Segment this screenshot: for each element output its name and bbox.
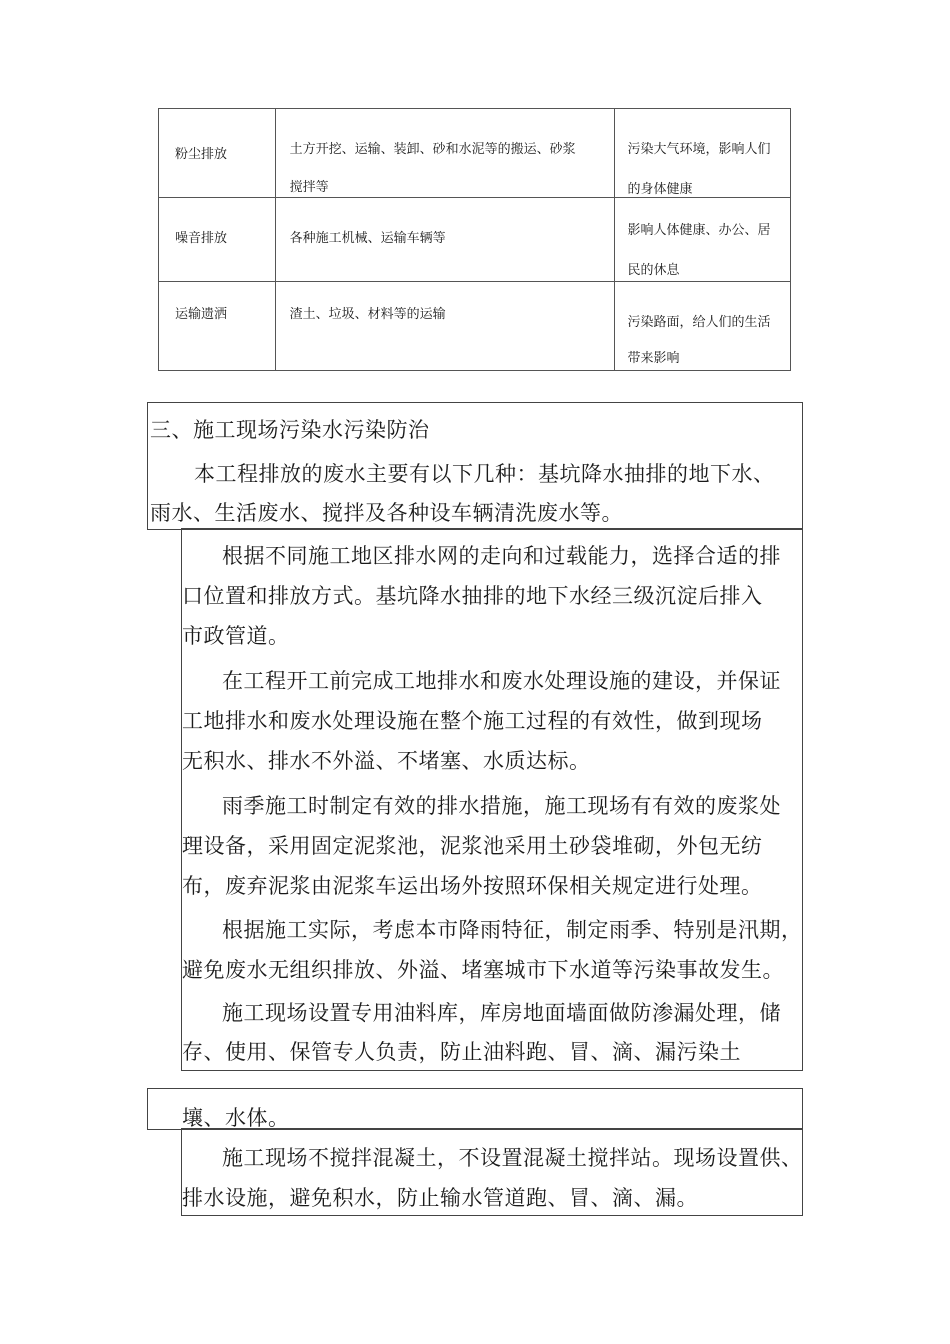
table-cell-impact bbox=[614, 109, 790, 198]
continuation-box bbox=[147, 1088, 803, 1130]
cell-impact-line: 污染大气环境，影响人们 bbox=[627, 142, 771, 157]
paragraph-line: 工地排水和废水处理设施在整个施工过程的有效性，做到现场 bbox=[182, 709, 763, 733]
table-cell-impact bbox=[614, 198, 790, 282]
paragraph-line: 雨季施工时制定有效的排水措施，施工现场有有效的废浆处 bbox=[222, 794, 781, 818]
paragraph-line: 理设备，采用固定泥浆池，泥浆池采用土砂袋堆砌，外包无纺 bbox=[182, 834, 763, 858]
cell-type-text: 粉尘排放 bbox=[175, 147, 228, 162]
table-cell-impact bbox=[614, 282, 790, 371]
paragraph-line: 壤、水体。 bbox=[182, 1106, 290, 1130]
cell-impact-line: 带来影响 bbox=[627, 351, 680, 366]
paragraph-line: 排水设施，避免积水，防止输水管道跑、冒、滴、漏。 bbox=[182, 1186, 698, 1210]
paragraph-line: 口位置和排放方式。基坑降水抽排的地下水经三级沉淀后排入 bbox=[182, 584, 763, 608]
paragraph-line: 市政管道。 bbox=[182, 624, 290, 648]
paragraph-line: 雨水、生活废水、搅拌及各种设车辆清洗废水等。 bbox=[150, 501, 623, 525]
cell-type-text: 运输遗洒 bbox=[175, 307, 228, 322]
table-row bbox=[159, 198, 791, 282]
table-cell-type bbox=[159, 282, 276, 371]
section-heading-box bbox=[147, 402, 803, 530]
table-row bbox=[159, 282, 791, 371]
pollution-source-table bbox=[158, 108, 791, 371]
measures-box bbox=[181, 528, 803, 1071]
cell-source-line: 土方开挖、运输、装卸、砂和水泥等的搬运、砂浆 bbox=[289, 142, 576, 157]
paragraph-line: 根据施工实际，考虑本市降雨特征，制定雨季、特别是汛期， bbox=[222, 918, 803, 942]
paragraph-line: 在工程开工前完成工地排水和废水处理设施的建设，并保证 bbox=[222, 669, 781, 693]
cell-source-line: 搅拌等 bbox=[289, 180, 329, 195]
table-cell-source bbox=[275, 198, 614, 282]
table-cell-type bbox=[159, 198, 276, 282]
table-cell-source bbox=[275, 109, 614, 198]
table-cell-type bbox=[159, 109, 276, 198]
paragraph-line: 施工现场不搅拌混凝土，不设置混凝土搅拌站。现场设置供、 bbox=[222, 1146, 803, 1170]
paragraph-line: 施工现场设置专用油料库，库房地面墙面做防渗漏处理，储 bbox=[222, 1001, 781, 1025]
cell-impact-line: 民的休息 bbox=[627, 263, 680, 278]
paragraph-line: 根据不同施工地区排水网的走向和过载能力，选择合适的排 bbox=[222, 544, 781, 568]
paragraph-line: 避免废水无组织排放、外溢、堵塞城市下水道等污染事故发生。 bbox=[182, 958, 784, 982]
paragraph-line: 存、使用、保管专人负责，防止油料跑、冒、滴、漏污染土 bbox=[182, 1040, 741, 1064]
paragraph-line: 布，废弃泥浆由泥浆车运出场外按照环保相关规定进行处理。 bbox=[182, 874, 763, 898]
final-paragraph-box bbox=[181, 1128, 803, 1216]
table-row bbox=[159, 109, 791, 198]
cell-impact-line: 污染路面，给人们的生活 bbox=[627, 315, 771, 330]
cell-type-text: 噪音排放 bbox=[175, 231, 228, 246]
cell-source-line: 各种施工机械、运输车辆等 bbox=[289, 231, 446, 246]
cell-impact-line: 的身体健康 bbox=[627, 182, 693, 197]
cell-source-line: 渣土、垃圾、材料等的运输 bbox=[289, 307, 446, 322]
paragraph-line: 本工程排放的废水主要有以下几种：基坑降水抽排的地下水、 bbox=[194, 462, 775, 486]
section-heading: 三、施工现场污染水污染防治 bbox=[150, 418, 430, 442]
cell-impact-line: 影响人体健康、办公、居 bbox=[627, 223, 771, 238]
paragraph-line: 无积水、排水不外溢、不堵塞、水质达标。 bbox=[182, 749, 591, 773]
table-cell-source bbox=[275, 282, 614, 371]
